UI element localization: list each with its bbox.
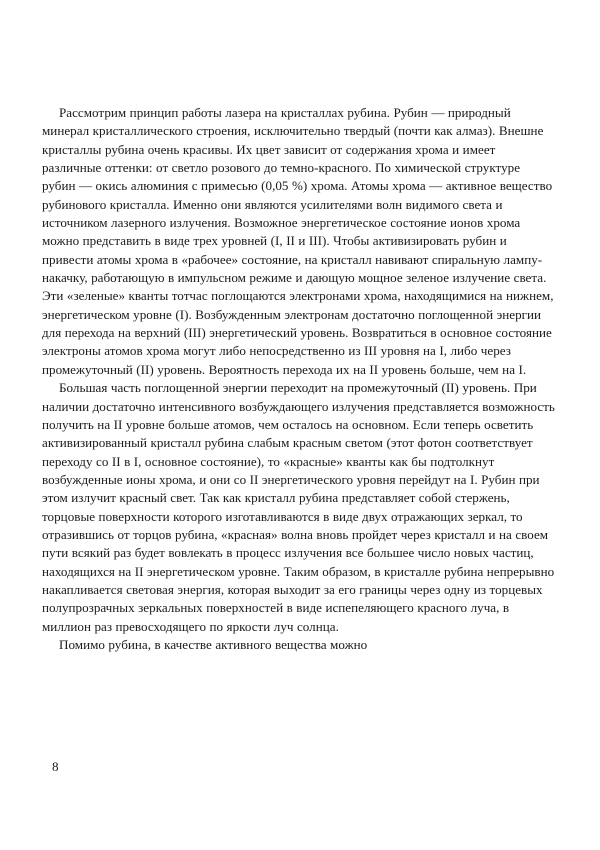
paragraph: Рассмотрим принцип работы лазера на кристаллах рубина. Рубин — природный минерал кристаллического строения, исключительно твердый (почти как алмаз). Внешне кристаллы рубина очень красивы. Их цвет зависит от содержания хрома и имеет различные оттенки: от светло розового до темно-красного. По химической структуре рубин — окись алюминия с примесью (0,05 %) хрома. Атомы хрома — активное вещество рубинового кристалла. Именно они являются усилителями волн видимого света и источником лазерного излучения. Возможное энергетическое состояние ионов хрома можно представить в виде трех уровней (I, II и III). Чтобы активизировать рубин и привести атомы хрома в «рабочее» состояние, на кристалл навивают спиральную лампу-накачку, работающую в импульсном режиме и дающую мощное зеленое излучение света. Эти «зеленые» кванты тотчас поглощаются электронами хрома, находящимися на нижнем, энергетическом уровне (I). Возбужденным электронам достаточно поглощенной энергии для перехода на верхний (III) энергетический уровень. Возвратиться в основное состояние электроны атомов хрома могут либо непосредственно из III уровня на I, либо через промежуточный (II) уровень. Вероятность перехода их на II уровень больше, чем на I.: [42, 105, 554, 377]
paragraph: Большая часть поглощенной энергии переходит на промежуточный (II) уровень. При наличии достаточно интенсивного возбуждающего излучения представляется возможность получить на II уровне больше атомов, чем осталось на основном. Если теперь осветить активизированный кристалл рубина слабым красным светом (этот фотон соответствует переходу со II в I, основное состояние), то «красные» кванты как бы подтолкнут возбужденные ионы хрома, и они со II энергетического уровня перейдут на I. Рубин при этом излучит красный свет. Так как кристалл рубина представляет собой стержень, торцовые поверхности которого изготавливаются в виде двух отражающих зеркал, то отразившись от торцов рубина, «красная» волна вновь пройдет через кристалл и на своем пути всякий раз будет вовлекать в процесс излучения все большее число новых частиц, находящихся на II энергетическом уровне. Таким образом, в кристалле рубина непрерывно накапливается световая энергия, которая выходит за его границы через одну из торцевых полупрозрачных зеркальных поверхностей в виде испепеляющего красного луча, в миллион раз превосходящего по яркости луч солнца.: [42, 380, 555, 634]
paragraph: Помимо рубина, в качестве активного вещества можно: [59, 636, 368, 652]
body-text-block: [42, 104, 556, 654]
page-number: 8: [52, 759, 59, 774]
